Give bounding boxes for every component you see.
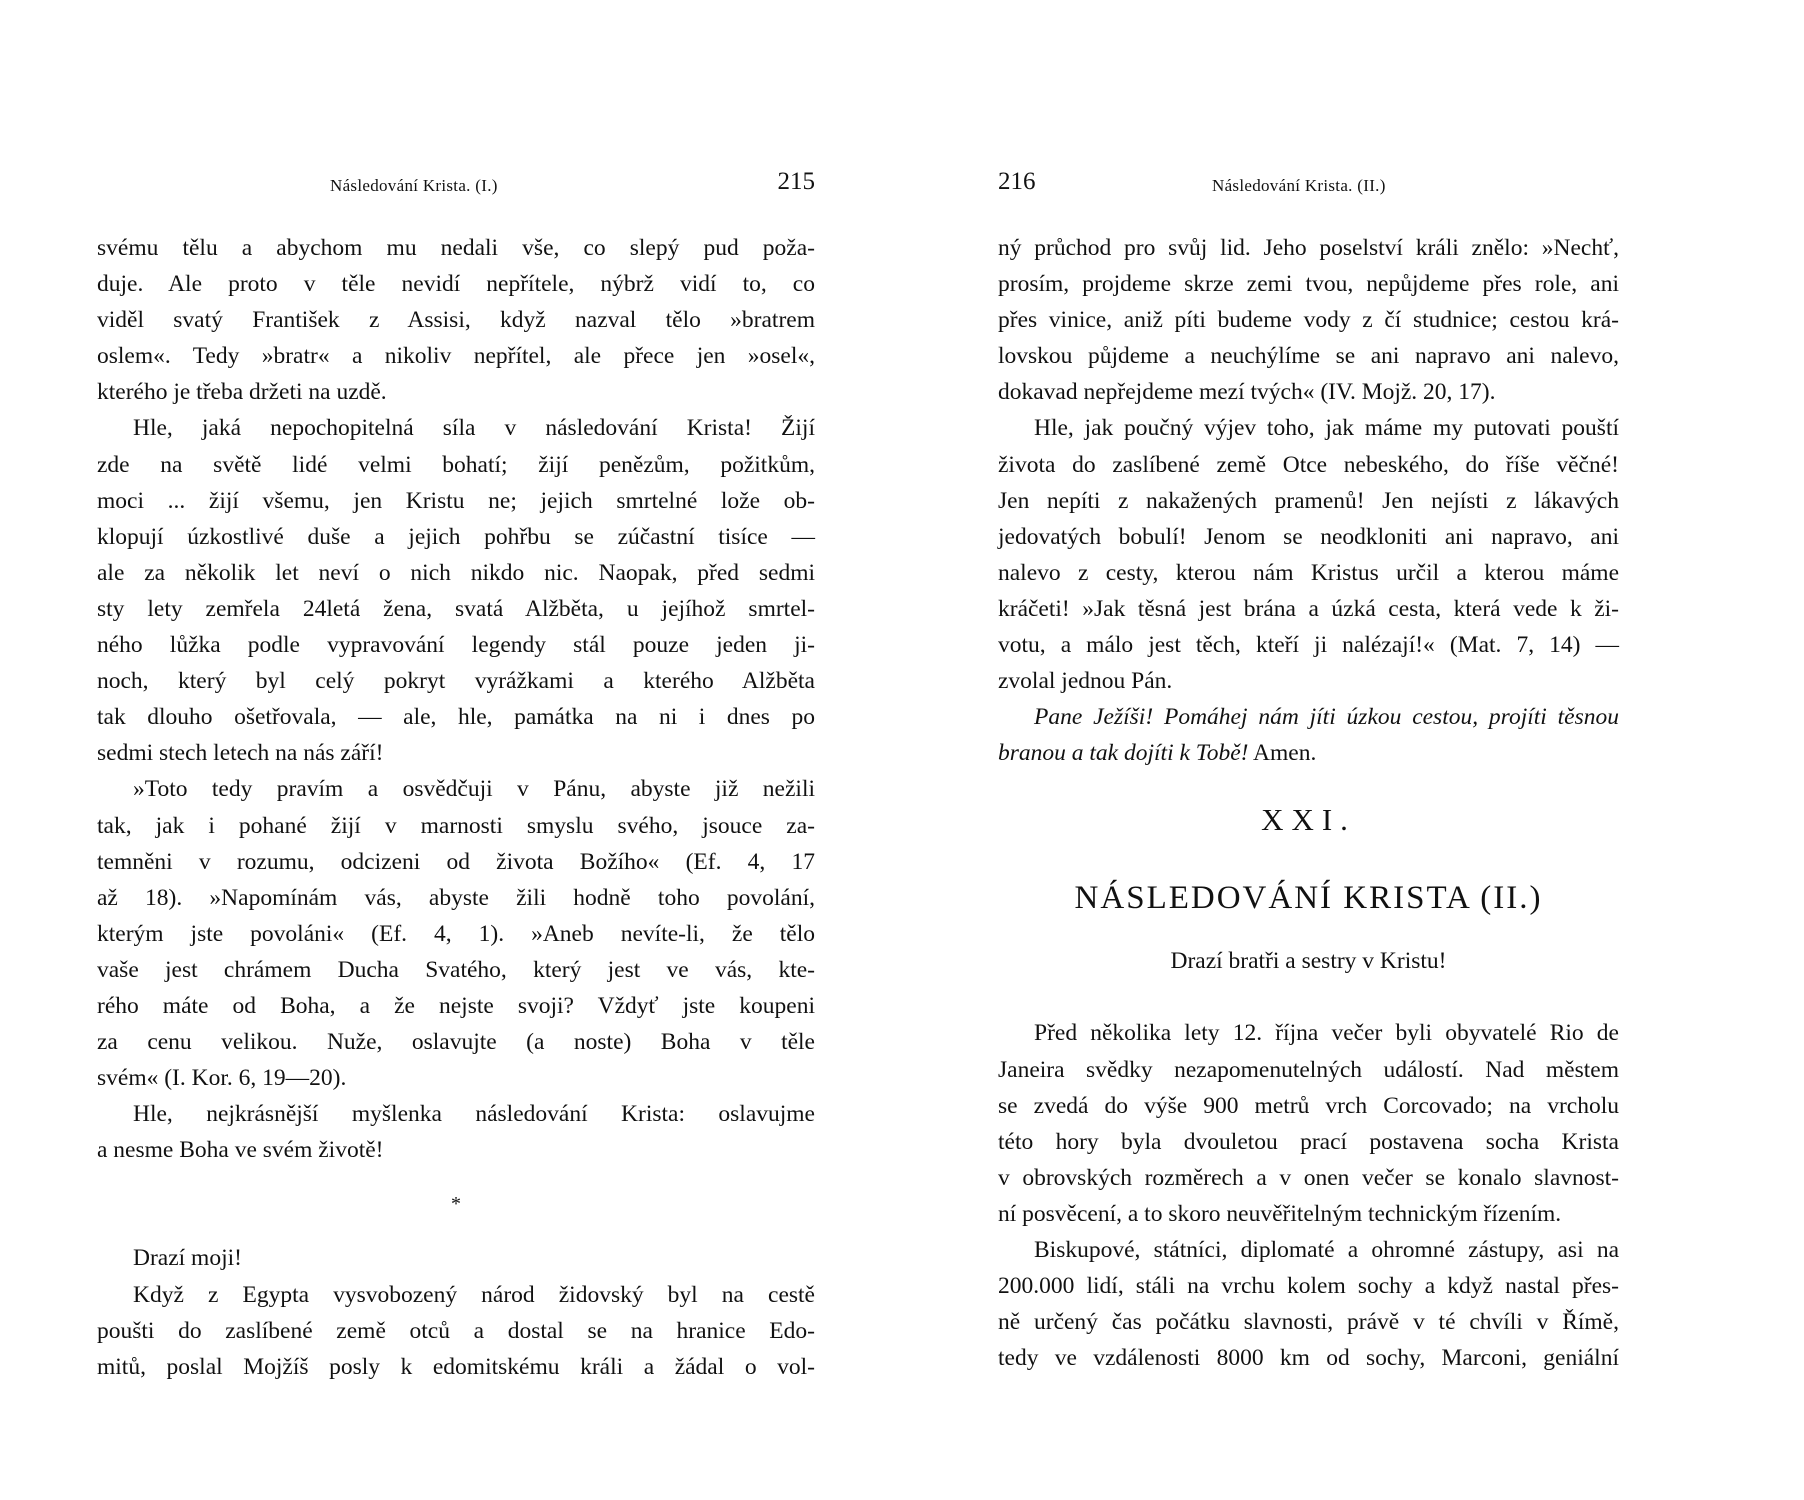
paragraph [998, 1232, 1619, 1376]
text-line: moci ... žijí všemu, jen Kristu ne; jejich smrtelné lože ob- [97, 487, 815, 514]
chapter-title: NÁSLEDOVÁNÍ KRISTA (II.) [1074, 880, 1543, 917]
right-page-header [998, 168, 1619, 204]
text-line: temněni v rozumu, odcizeni od života Božího« (Ef. 4, 17 [97, 848, 815, 875]
text-line: Biskupové, státníci, diplomaté a ohromné zástupy, asi na [1034, 1236, 1619, 1263]
text-line: dokavad nepřejdeme mezí tvých« (IV. Mojž. 20, 17). [998, 379, 1496, 406]
text-line: tedy ve vzdálenosti 8000 km od sochy, Marconi, geniální [998, 1345, 1619, 1372]
page-number: 216 [998, 168, 1036, 195]
text-line: zde na světě lidé velmi bohatí; žijí penězům, požitkům, [97, 451, 815, 478]
chapter-number: XXI. [1261, 802, 1356, 838]
text-line: a nesme Boha ve svém životě! [97, 1137, 384, 1164]
text-line: v obrovských rozměrech a v onen večer se konalo slavnost- [998, 1164, 1619, 1191]
text-line: »Toto tedy pravím a osvědčuji v Pánu, abyste již nežili [133, 776, 815, 803]
text-line: zvolal jednou Pán. [998, 668, 1173, 695]
text-line: klopují úzkostlivé duše a jejich pohřbu se zúčastní tisíce — [97, 523, 815, 550]
text-line: 200.000 lidí, stáli na vrchu kolem sochy a když nastal přes- [998, 1273, 1619, 1300]
running-title: Následování Krista. (II.) [1212, 176, 1386, 195]
text-line: jedovatých bobulí! Jenom se neodkloniti ani napravo, ani [998, 523, 1619, 550]
text-line: tak, jak i pohané žijí v marnosti smyslu svého, jsouce za- [97, 812, 815, 839]
text-line: poušti do zaslíbené země otců a dostal se na hranice Edo- [97, 1317, 815, 1344]
text-line: za cenu velikou. Nuže, oslavujte (a noste) Boha v těle [97, 1029, 815, 1056]
text-line: kterého je třeba držeti na uzdě. [97, 379, 387, 406]
prayer-line: Pane Ježíši! Pomáhej nám jíti úzkou cestou, projíti těsnou [1034, 704, 1619, 731]
text-line: prosím, projdeme skrze zemi tvou, nepůjdeme přes role, ani [998, 271, 1619, 298]
text-line: ale za několik let neví o nich nikdo nic. Naopak, před sedmi [97, 559, 815, 586]
running-title: Následování Krista. (I.) [330, 176, 498, 195]
text-line: ného lůžka podle vypravování legendy stál pouze jeden ji- [97, 632, 815, 659]
text-line: nalevo z cesty, kterou nám Kristus určil a kterou máme [998, 559, 1619, 586]
paragraph [998, 230, 1619, 410]
text-line: duje. Ale proto v těle nevidí nepřítele, nýbrž vidí to, co [97, 271, 815, 298]
text-line: Hle, nejkrásnější myšlenka následování Krista: oslavujme [133, 1101, 815, 1128]
text-line: kráčeti! »Jak těsná jest brána a úzká cesta, která vede k ži- [998, 595, 1619, 622]
text-line: přes vinice, aniž píti budeme vody z čí studnice; cestou krá- [998, 307, 1619, 334]
section-separator-asterisk: * [451, 1193, 461, 1216]
text-line: svém« (I. Kor. 6, 19—20). [97, 1065, 347, 1092]
prayer-line-italic: branou a tak dojíti k Tobě! [998, 740, 1249, 767]
amen: Amen. [1253, 740, 1317, 767]
prayer-last-line [998, 735, 1619, 771]
text-line: ní posvěcení, a to skoro neuvěřitelným technickým řízením. [998, 1200, 1562, 1227]
right-page [902, 0, 1804, 1500]
text-line: sedmi stech letech na nás září! [97, 740, 384, 767]
text-line: života do zaslíbené země Otce nebeského, do říše věčné! [998, 451, 1619, 478]
text-line: sty lety zemřela 24letá žena, svatá Alžběta, u jejíhož smrtel- [97, 595, 815, 622]
text-line: Před několika lety 12. října večer byli obyvatelé Rio de [1034, 1020, 1619, 1047]
text-line: votu, a málo jest těch, kteří ji nalézají!« (Mat. 7, 14) — [998, 632, 1619, 659]
salutation: Drazí moji! [133, 1245, 242, 1272]
right-page-body [998, 230, 1619, 1376]
text-line: Hle, jak poučný výjev toho, jak máme my putovati pouští [1034, 415, 1619, 442]
paragraph [998, 1015, 1619, 1232]
paragraph [97, 1096, 815, 1168]
paragraph [97, 771, 815, 1096]
text-line: kterým jste povoláni« (Ef. 4, 1). »Aneb nevíte-li, že tělo [97, 920, 815, 947]
text-line: oslem«. Tedy »bratr« a nikoliv nepřítel, ale přece jen »osel«, [97, 343, 815, 370]
text-line: rého máte od Boha, a že nejste svoji? Vždyť jste koupeni [97, 992, 815, 1019]
paragraph [97, 1277, 815, 1385]
paragraph [97, 230, 815, 410]
text-line: ný průchod pro svůj lid. Jeho poselství králi znělo: »Nechť, [998, 235, 1619, 261]
text-line: Jen nepíti z nakažených pramenů! Jen nejísti z lákavých [998, 487, 1619, 514]
text-line: vaše jest chrámem Ducha Svatého, který jest ve vás, kte- [97, 956, 815, 983]
text-line: Janeira svědky nezapomenutelných událostí. Nad městem [998, 1056, 1619, 1083]
text-line: viděl svatý František z Assisi, když nazval tělo »bratrem [97, 307, 815, 334]
page-number: 215 [777, 168, 815, 195]
text-line: noch, který byl celý pokryt vyrážkami a kterého Alžběta [97, 668, 815, 695]
chapter-greeting: Drazí bratři a sestry v Kristu! [1170, 948, 1447, 975]
left-page-header [97, 168, 815, 204]
text-line: mitů, poslal Mojžíš posly k edomitskému králi a žádal o vol- [97, 1353, 815, 1380]
paragraph [97, 410, 815, 771]
paragraph [998, 410, 1619, 699]
prayer-paragraph [998, 699, 1619, 771]
text-line: tak dlouho ošetřovala, — ale, hle, památka na ni i dnes po [97, 704, 815, 731]
chapter-spacer [998, 981, 1619, 1015]
text-line: svému tělu a abychom mu nedali vše, co slepý pud poža- [97, 235, 815, 261]
text-line: Když z Egypta vysvobozený národ židovský byl na cestě [133, 1281, 815, 1308]
left-page-body [97, 230, 815, 1385]
text-line: této hory byla dvouletou prací postavena socha Krista [998, 1128, 1619, 1155]
text-line: se zvedá do výše 900 metrů vrch Corcovado; na vrcholu [998, 1092, 1619, 1119]
text-line: lovskou půjdeme a neuchýlíme se ani napravo ani nalevo, [998, 343, 1619, 370]
text-line: až 18). »Napomínám vás, abyste žili hodně toho povolání, [97, 884, 815, 911]
text-line: ně určený čas počátku slavnosti, právě v té chvíli v Římě, [998, 1309, 1619, 1336]
text-line: Hle, jaká nepochopitelná síla v následování Krista! Žijí [133, 415, 815, 442]
